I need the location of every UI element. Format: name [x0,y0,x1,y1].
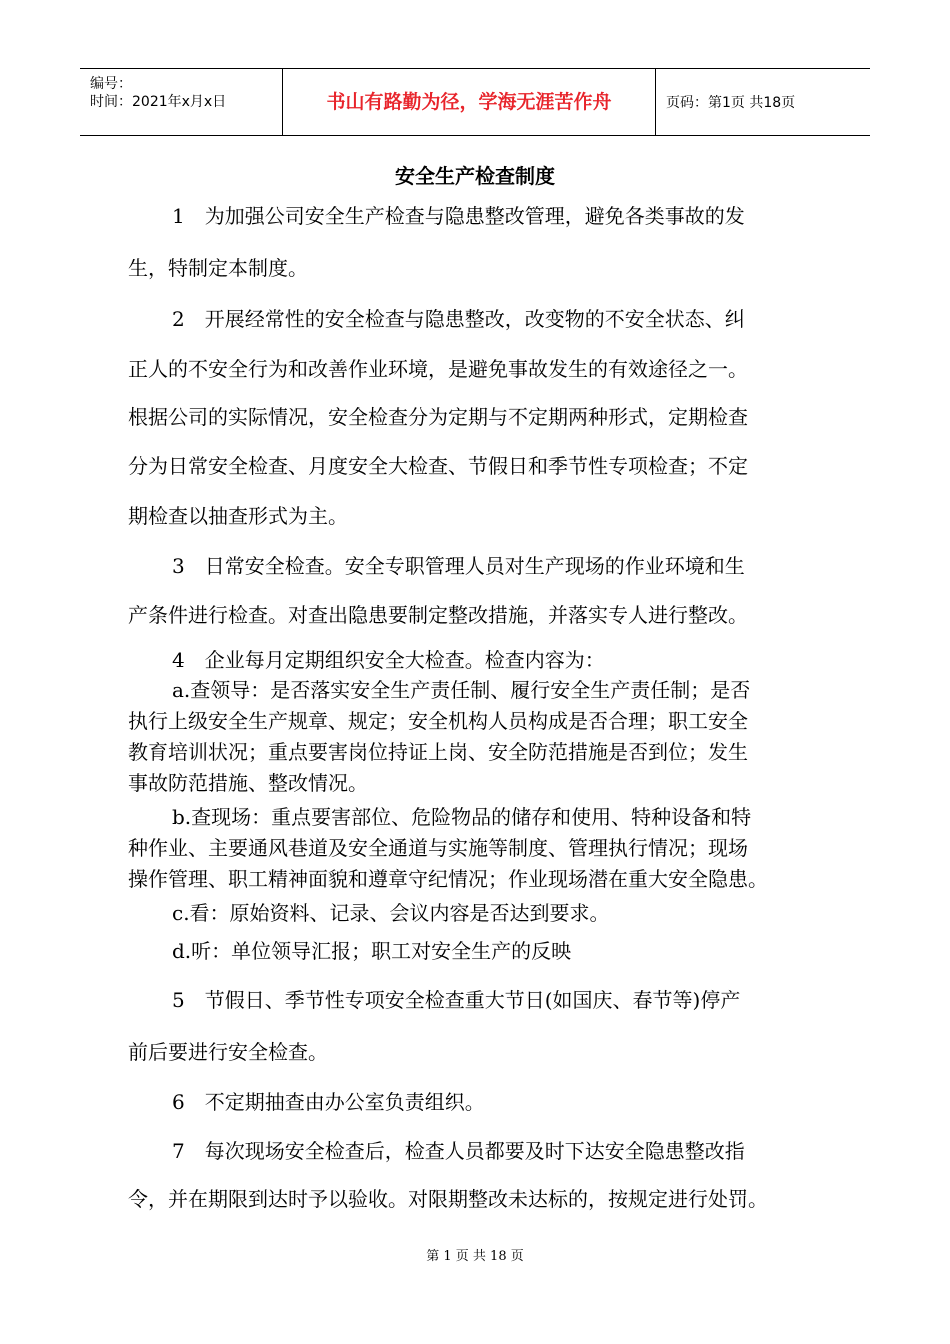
body-line: b.查现场：重点要害部位、危险物品的储存和使用、特种设备和特 [172,805,752,829]
body-line: 期检查以抽查形式为主。 [128,504,348,528]
body-line: 正人的不安全行为和改善作业环境，是避免事故发生的有效途径之一。 [128,357,748,381]
body-line: 7 每次现场安全检查后，检查人员都要及时下达安全隐患整改指 [172,1139,745,1163]
body-line: 2 开展经常性的安全检查与隐患整改，改变物的不安全状态、纠 [172,307,745,331]
body-line: 根据公司的实际情况，安全检查分为定期与不定期两种形式，定期检查 [128,405,748,429]
body-line: 教育培训状况；重点要害岗位持证上岗、安全防范措施是否到位；发生 [128,740,748,764]
body-line: 产条件进行检查。对查出隐患要制定整改措施，并落实专人进行整改。 [128,603,748,627]
document-title: 安全生产检查制度 [395,164,555,188]
body-line: c.看：原始资料、记录、会议内容是否达到要求。 [172,901,610,925]
body-line: 事故防范措施、整改情况。 [128,771,368,795]
time-label: 时间：2021年x月x日 [90,94,227,110]
page-footer: 第 1 页 共 18 页 [426,1249,524,1264]
body-line: 6 不定期抽查由办公室负责组织。 [172,1090,485,1114]
body-line: d.听：单位领导汇报；职工对安全生产的反映 [172,939,572,963]
document-body [128,0,828,1344]
body-line: a.查领导：是否落实安全生产责任制、履行安全生产责任制；是否 [172,678,751,702]
body-line: 1 为加强公司安全生产检查与隐患整改管理，避免各类事故的发 [172,204,745,228]
body-line: 3 日常安全检查。安全专职管理人员对生产现场的作业环境和生 [172,554,745,578]
body-line: 种作业、主要通风巷道及安全通道与实施等制度、管理执行情况；现场 [128,836,748,860]
number-label: 编号： [90,76,132,92]
body-line: 分为日常安全检查、月度安全大检查、节假日和季节性专项检查；不定 [128,454,748,478]
body-line: 执行上级安全生产规章、规定；安全机构人员构成是否合理；职工安全 [128,709,748,733]
motto: 书山有路勤为径，学海无涯苦作舟 [326,91,612,113]
body-line: 前后要进行安全检查。 [128,1040,328,1064]
body-line: 令，并在期限到达时予以验收。对限期整改未达标的，按规定进行处罚。 [128,1187,768,1211]
body-line: 5 节假日、季节性专项安全检查重大节日(如国庆、春节等)停产 [172,988,741,1012]
page-code: 页码：第1页 共18页 [666,95,796,111]
body-line: 4 企业每月定期组织安全大检查。检查内容为： [172,648,605,672]
body-line: 生，特制定本制度。 [128,256,308,280]
body-line: 操作管理、职工精神面貌和遵章守纪情况；作业现场潜在重大安全隐患。 [128,867,768,891]
